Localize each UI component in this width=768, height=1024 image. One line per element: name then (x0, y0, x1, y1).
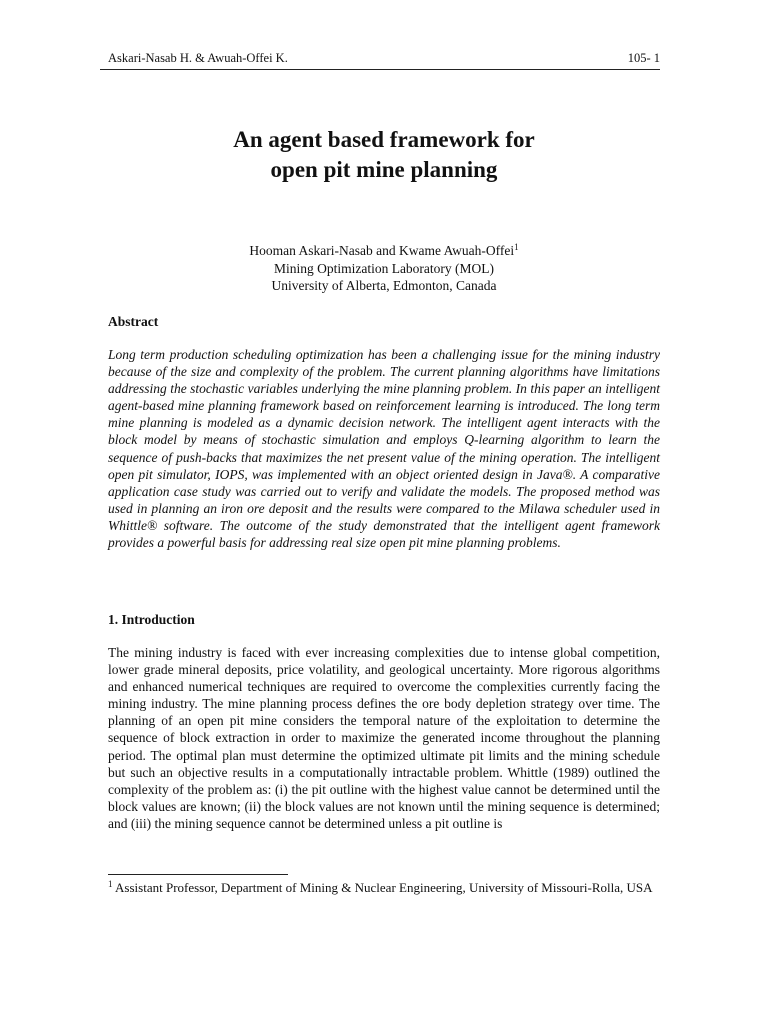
introduction-text: The mining industry is faced with ever increasing complexities due to intense global competition, lower grade mineral deposits, price volatility, and geological uncertainty. More rigorous algorithms and enhanced numerical techniques are required to overcome the complexities currently facing the mining industry. The mine planning process defines the ore body depletion strategy over time. The planning of an open pit mine considers the temporal nature of the exploitation to determine the sequence of block extraction in order to maximize the generated income throughout the planning period. The optimal plan must determine the optimized ultimate pit limits and the mining schedule but such an objective results in a computationally intractable problem. Whittle (1989) outlined the complexity of the problem as: (i) the pit outline with the highest value cannot be determined until the block values are known; (ii) the block values are not known until the mining sequence is determined; and (iii) the mining sequence cannot be determined unless a pit outline is (108, 645, 660, 831)
abstract-text: Long term production scheduling optimization has been a challenging issue for the mining industry because of the size and complexity of the problem. The current planning algorithms have limitations addressing the stochastic variables underlying the mine planning problem. In this paper an intelligent agent-based mine planning framework based on reinforcement learning is introduced. The long term mine planning is modeled as a dynamic decision network. The intelligent agent interacts with the block model by means of stochastic simulation and employs Q-learning algorithm to learn the sequence of push-backs that maximizes the net present value of the mining operation. The intelligent open pit simulator, IOPS, was implemented with an object oriented design in Java®. A comparative application case study was carried out to verify and validate the models. The proposed method was used in planning an iron ore deposit and the results were compared to the Milawa scheduler used in Whittle® software. The outcome of the study demonstrated that the intelligent agent framework provides a powerful basis for addressing real size open pit mine planning problems. (108, 347, 660, 551)
running-header (108, 50, 660, 68)
header-authors: Askari-Nasab H. & Awuah-Offei K. (108, 51, 288, 65)
title-line-2: open pit mine planning (270, 157, 498, 182)
header-page-number: 105- 1 (627, 51, 660, 65)
footnote-text: Assistant Professor, Department of Mining & Nuclear Engineering, University of Missouri-Rolla, USA (115, 880, 653, 895)
author-university: University of Alberta, Edmonton, Canada (271, 278, 497, 293)
author-names-line (108, 242, 660, 260)
author-names: Hooman Askari-Nasab and Kwame Awuah-Offei (249, 243, 515, 258)
author-lab: Mining Optimization Laboratory (MOL) (273, 260, 495, 276)
abstract-heading: Abstract (108, 314, 159, 329)
author-block (108, 242, 660, 295)
footnote-mark: 1 (108, 879, 113, 889)
footnote-rule (108, 874, 288, 875)
author-footnote-mark: 1 (514, 242, 519, 252)
header-rule (100, 69, 660, 70)
footnote (108, 880, 660, 896)
title-line-1: An agent based framework for (233, 127, 535, 152)
introduction-heading: 1. Introduction (108, 612, 195, 627)
paper-title (108, 125, 660, 185)
